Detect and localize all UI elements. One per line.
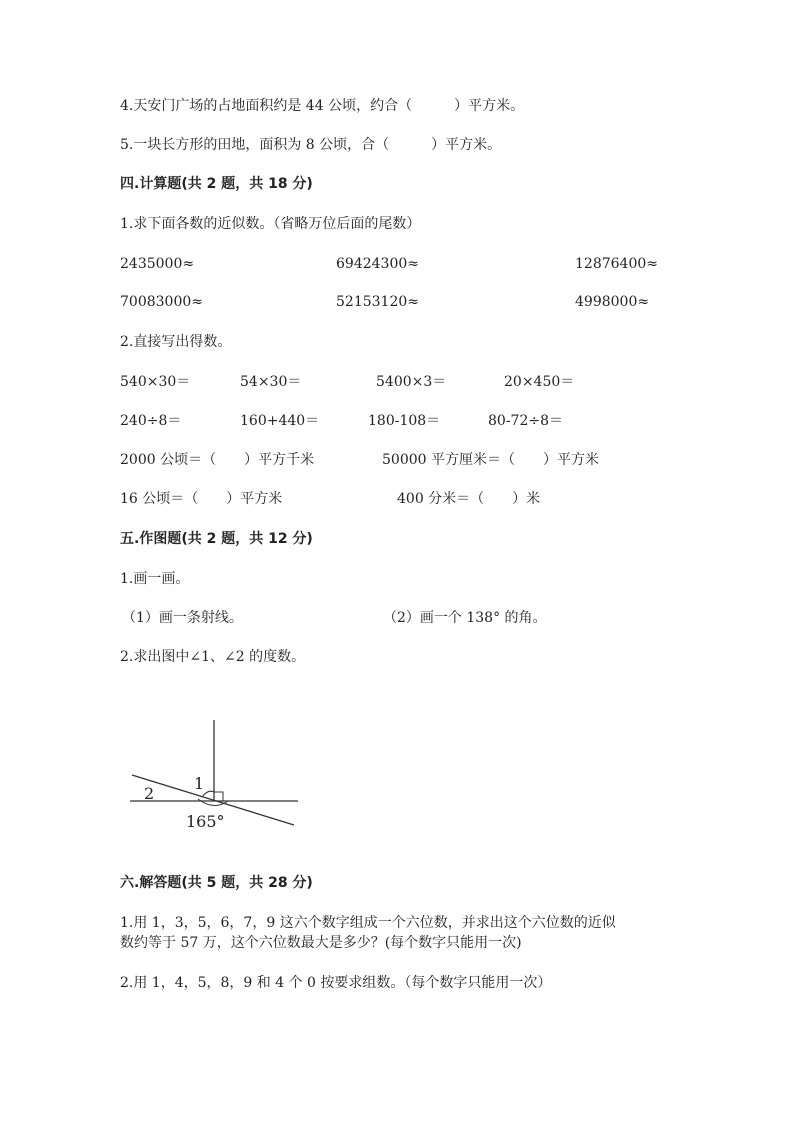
calc-item: 80-72÷8＝ — [488, 413, 563, 429]
section-4-heading: 四.计算题(共 2 题，共 18 分) — [120, 176, 313, 192]
approx-item: 4998000≈ — [575, 294, 650, 310]
conversion-item: 50000 平方厘米＝（ ）平方米 — [382, 452, 599, 468]
calc-item: 54×30＝ — [240, 374, 302, 390]
angle-165-label: 165° — [186, 812, 225, 831]
draw-part: （1）画一条射线。 — [122, 610, 243, 626]
section-6-heading: 六.解答题(共 5 题，共 28 分) — [120, 875, 313, 891]
conversion-item: 16 公顷＝（ ）平方米 — [120, 491, 283, 507]
section-4-q1-text: 1.求下面各数的近似数。（省略万位后面的尾数） — [120, 216, 421, 232]
approx-item: 2435000≈ — [120, 256, 195, 272]
calc-item: 20×450＝ — [504, 374, 575, 390]
right-angle-mark — [214, 792, 223, 801]
angle-1-label: 1 — [194, 774, 205, 793]
conversion-item: 2000 公顷＝（ ）平方千米 — [120, 452, 315, 468]
question-4: 4.天安门广场的占地面积约是 44 公顷，约合（ ）平方米。 — [120, 98, 525, 114]
approx-item: 70083000≈ — [120, 294, 203, 310]
section-5-heading: 五.作图题(共 2 题，共 12 分) — [120, 531, 313, 547]
question-5: 5.一块长方形的田地，面积为 8 公顷，合（ ）平方米。 — [120, 137, 502, 153]
calc-item: 540×30＝ — [120, 374, 191, 390]
section-5-q2-text: 2.求出图中∠1、∠2 的度数。 — [120, 649, 306, 665]
approx-item: 52153120≈ — [336, 294, 419, 310]
calc-item: 180-108＝ — [368, 413, 441, 429]
draw-part: （2）画一个 138° 的角。 — [383, 610, 547, 626]
angle-2-label: 2 — [144, 784, 155, 803]
section-6-q2: 2.用 1，4，5，8，9 和 4 个 0 按要求组数。（每个数字只能用一次） — [120, 975, 552, 991]
approx-item: 69424300≈ — [336, 256, 419, 272]
calc-item: 160+440＝ — [240, 413, 320, 429]
angle-figure — [120, 715, 310, 835]
section-6-q1-line2: 数约等于 57 万，这个六位数最大是多少？(每个数字只能用一次) — [120, 935, 522, 951]
approx-item: 12876400≈ — [575, 256, 658, 272]
section-4-q2-text: 2.直接写出得数。 — [120, 334, 232, 350]
calc-item: 5400×3＝ — [376, 374, 447, 390]
conversion-item: 400 分米＝（ ）米 — [397, 491, 541, 507]
calc-item: 240÷8＝ — [120, 413, 182, 429]
section-5-q1-text: 1.画一画。 — [120, 571, 190, 587]
section-6-q1-line1: 1.用 1，3，5，6，7，9 这六个数字组成一个六位数，并求出这个六位数的近似 — [120, 915, 616, 931]
